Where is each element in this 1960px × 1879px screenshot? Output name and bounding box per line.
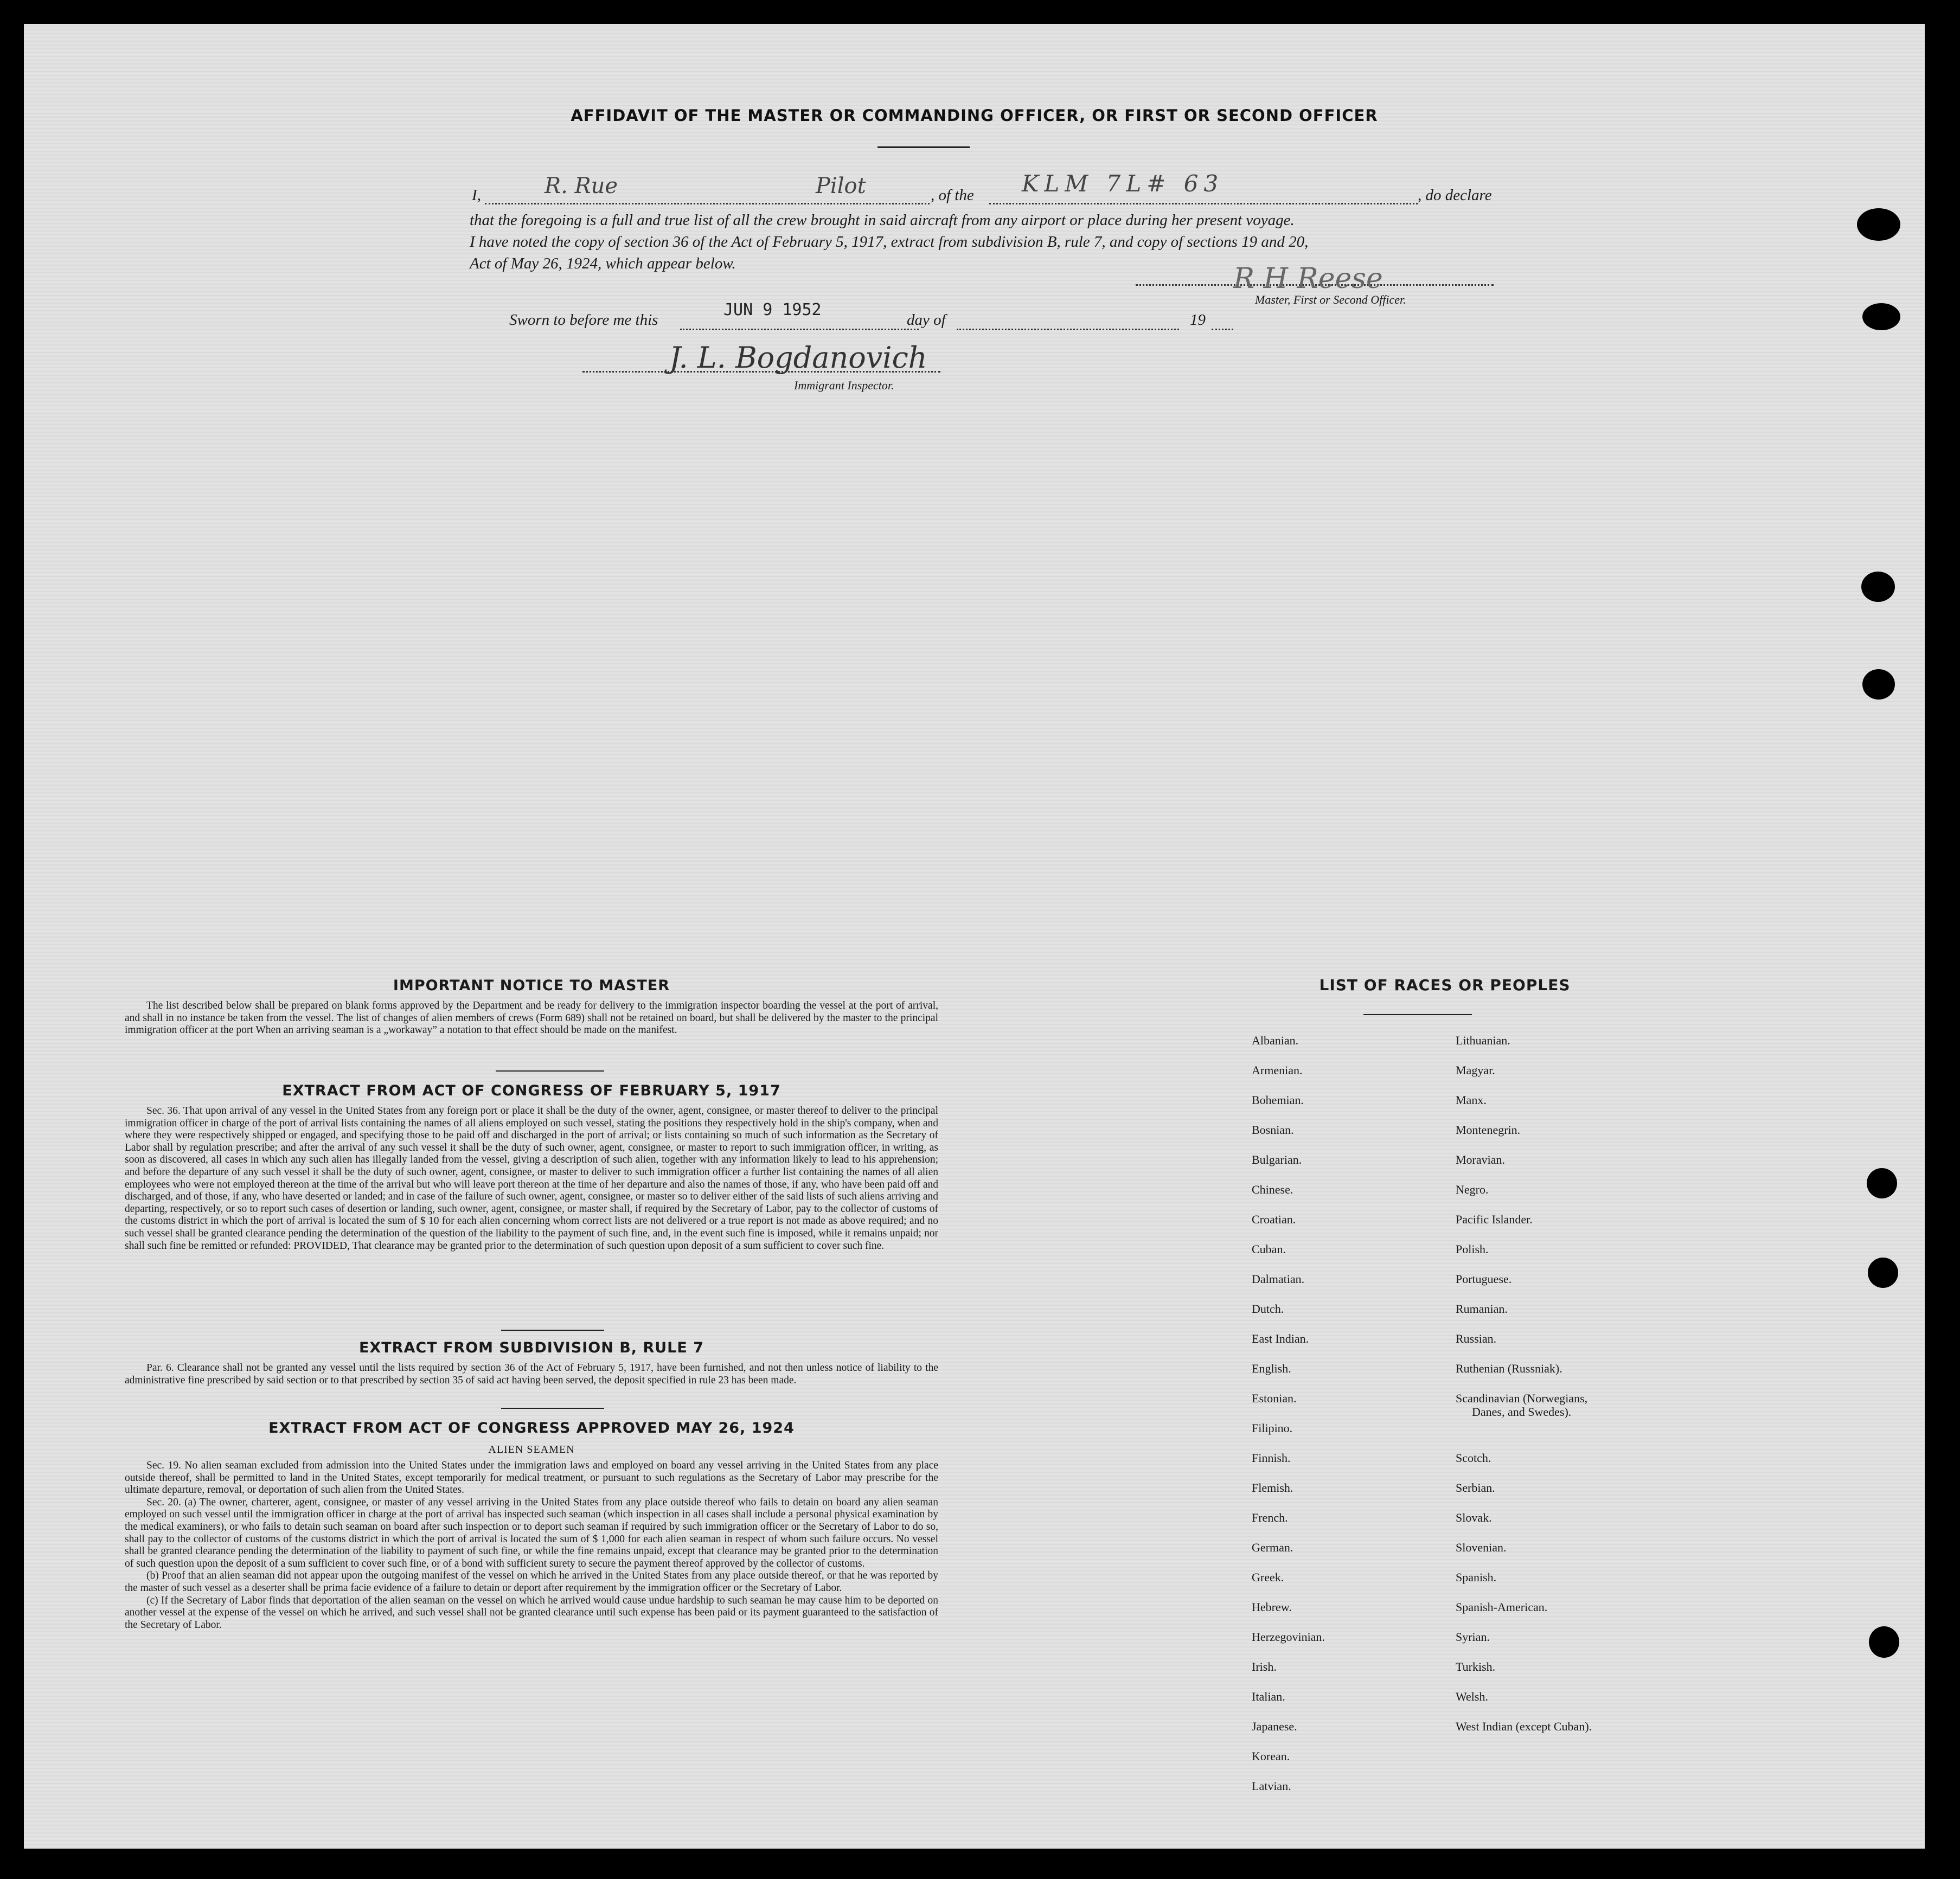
race-item: Dutch. <box>1252 1302 1284 1316</box>
race-item: Cuban. <box>1252 1242 1286 1256</box>
race-item: Magyar. <box>1456 1063 1495 1077</box>
officer-signature: R H Reese <box>1233 262 1383 295</box>
race-item: Russian. <box>1456 1332 1497 1345</box>
race-item: Lithuanian. <box>1456 1034 1510 1047</box>
race-item: Serbian. <box>1456 1481 1495 1495</box>
race-item: Spanish. <box>1456 1570 1497 1584</box>
do-declare-label: , do declare <box>1418 187 1492 204</box>
act-1924-paragraph: Sec. 20. (a) The owner, charterer, agent, consignee, or master of any vessel arriving in the United States from any place outside thereof who fails to detain on board any alien seaman employed on such vessel until the immigration officer in charge at the port of arrival has inspected such seaman (which inspection in all cases shall include a personal physical examination by the medical examiners), or who fails to detain such seaman on board after such inspection or to deport such seaman if required by such immigration officer or the Secretary of Labor to do so, shall pay to the collector of customs of the customs district in which the port of arrival is located the sum of $ 1,000 for each alien seaman in respect of whom such failure occurs. No vessel shall be granted clearance pending the determination of the liability to payment of such fine, or while the fine remains unpaid, except that clearance may be granted prior to the determination of such question upon the deposit of a sum sufficient to cover such fine, or of a bond with sufficient surety to secure the payment thereof approved by the collector of customs. <box>125 1496 938 1569</box>
handwritten-name: R. Rue <box>545 174 618 198</box>
punch-hole <box>1867 1168 1897 1198</box>
punch-hole <box>1862 669 1895 700</box>
race-item: Latvian. <box>1252 1779 1291 1793</box>
handwritten-rank: Pilot <box>816 174 866 198</box>
act-1924-body <box>125 1460 938 1631</box>
race-item: Scotch. <box>1456 1451 1491 1465</box>
sworn-day-line <box>680 329 919 330</box>
race-item: Chinese. <box>1252 1183 1293 1196</box>
race-item: Turkish. <box>1456 1660 1496 1673</box>
race-item: Filipino. <box>1252 1421 1293 1435</box>
act-1924-paragraph: Sec. 19. No alien seaman excluded from admission into the United States under the immigration laws and employed on board any vessel arriving in the United States from any place outside thereof, shall be permitted to land in the United States, except temporarily for medical treatment, or pursuant to such regulations as the Secretary of Labor may prescribe for the ultimate departure, removal, or deportation of such alien from the United States. <box>125 1460 938 1496</box>
race-item: Greek. <box>1252 1570 1284 1584</box>
race-item: Danes, and Swedes). <box>1472 1405 1572 1419</box>
affidavit-line-3: I have noted the copy of section 36 of the Act of February 5, 1917, extract from subdivision B, rule 7, and copy of sections 19 and 20, <box>470 233 1309 251</box>
race-item: Welsh. <box>1456 1690 1488 1703</box>
race-item: Rumanian. <box>1456 1302 1508 1316</box>
race-item: Bulgarian. <box>1252 1153 1302 1166</box>
day-of-label: day of <box>907 311 946 329</box>
race-item: Croatian. <box>1252 1213 1296 1226</box>
race-item: English. <box>1252 1362 1291 1375</box>
race-item: Spanish-American. <box>1456 1600 1548 1614</box>
punch-hole <box>1857 208 1900 241</box>
aircraft-line <box>989 203 1418 204</box>
act-1924-subtitle: ALIEN SEAMEN <box>488 1444 575 1455</box>
act-1924-title: EXTRACT FROM ACT OF CONGRESS APPROVED MAY 26, 1924 <box>268 1420 795 1436</box>
officer-caption: Master, First or Second Officer. <box>1255 293 1406 306</box>
affidavit-line-2: that the foregoing is a full and true list of all the crew brought in said aircraft from any airport or place during her present voyage. <box>470 211 1295 229</box>
punch-hole <box>1862 303 1900 330</box>
races-title: LIST OF RACES OR PEOPLES <box>1319 976 1571 994</box>
race-item: Pacific Islander. <box>1456 1213 1533 1226</box>
notice-divider <box>496 1070 604 1072</box>
race-item: Scandinavian (Norwegians, <box>1456 1391 1588 1405</box>
race-item: French. <box>1252 1511 1288 1524</box>
race-item: Manx. <box>1456 1093 1487 1107</box>
race-item: Albanian. <box>1252 1034 1299 1047</box>
race-item: Armenian. <box>1252 1063 1303 1077</box>
race-item: Japanese. <box>1252 1720 1297 1733</box>
race-item: Portuguese. <box>1456 1272 1512 1286</box>
act-1917-paragraph: Sec. 36. That upon arrival of any vessel in the United States from any foreign port or place it shall be the duty of the owner, agent, consignee, or master thereof to deliver to the principal immigration officer in charge of the port of arrival lists containing the names of all aliens employed on such vessel, stating the positions they respectively hold in the ship's company, when and where they were respectively shipped or engaged, and specifying those to be paid off and discharged in the port of arrival; or lists containing so much of such information as the Secretary of Labor shall by regulation prescribe; and after the arrival of any such vessel it shall be the duty of such owner, agent, consignee, or master to report to such immigration officer, in writing, as soon as discovered, all cases in which any such alien has illegally landed from the vessel, giving a description of such alien, together with any information likely to lead to his apprehension; and before the departure of any such vessel it shall be the duty of such owner, agent, consignee, or master to deliver to such immigration officer a further list containing the names of all alien employees who were not employed thereon at the time of the arrival but who will leave port thereon at the time of her departure and also the names of those, if any, who have been paid off and discharged, and of those, if any, who have deserted or landed; and in case of the failure of such owner, agent, consignee, or master so to deliver either of the said lists of such aliens arriving and departing, respectively, or so to report such cases of desertion or landing, such owner, agent, consignee, or master shall, if required by the Secretary of Labor, pay to the collector of customs of the customs district in which the port of arrival is located the sum of $ 10 for each alien concerning whom correct lists are not delivered or a true report is not made as above required; and no such vessel shall be granted clearance pending the determination of the question of the liability to the payment of such fine, and, in the event such fine is imposed, while it remains unpaid; nor shall such fine be remitted or refunded: PROVIDED, That clearance may be granted prior to the determination of such question upon deposit of a sum sufficient to cover such fine. <box>125 1105 938 1252</box>
race-item: Negro. <box>1456 1183 1489 1196</box>
race-item: Irish. <box>1252 1660 1277 1673</box>
race-item: Finnish. <box>1252 1451 1291 1465</box>
year-prefix: 19 <box>1190 311 1206 329</box>
rule-7-body <box>125 1362 938 1387</box>
punch-hole <box>1861 572 1895 602</box>
race-item: Ruthenian (Russniak). <box>1456 1362 1562 1375</box>
notice-paragraph: The list described below shall be prepared on blank forms approved by the Department and be ready for delivery to the immigration inspector boarding the vessel at the port of arrival, and shall in no instance be taken from the vessel. The list of changes of alien members of crews (Form 689) shall not be retained on board, but shall be delivered by the master to the principal immigration officer at the port When an arriving seaman is a „workaway” a notation to that effect should be made on the manifest. <box>125 1000 938 1036</box>
punch-hole <box>1868 1258 1898 1288</box>
affidavit-line-4: Act of May 26, 1924, which appear below. <box>470 255 736 272</box>
race-item: Herzegovinian. <box>1252 1630 1325 1644</box>
race-item: Estonian. <box>1252 1391 1297 1405</box>
date-stamp: JUN 9 1952 <box>723 300 822 319</box>
inspector-caption: Immigrant Inspector. <box>794 379 894 392</box>
race-item: Hebrew. <box>1252 1600 1292 1614</box>
race-item: Slovak. <box>1456 1511 1492 1524</box>
title-divider <box>877 146 970 148</box>
act-1917-body <box>125 1105 938 1252</box>
act-1917-title: EXTRACT FROM ACT OF CONGRESS OF FEBRUARY 5, 1917 <box>282 1082 781 1099</box>
rule-7-divider <box>501 1408 604 1409</box>
race-item: Moravian. <box>1456 1153 1506 1166</box>
of-the-label: , of the <box>931 187 974 204</box>
races-divider <box>1363 1014 1472 1015</box>
year-line <box>1212 329 1233 330</box>
punch-hole <box>1869 1626 1899 1658</box>
race-item: Italian. <box>1252 1690 1285 1703</box>
month-line <box>957 329 1179 330</box>
race-item: Montenegrin. <box>1456 1123 1521 1137</box>
race-item: German. <box>1252 1541 1293 1554</box>
race-item: Korean. <box>1252 1749 1290 1763</box>
inspector-signature: J. L. Bogdanovich <box>669 341 927 375</box>
handwritten-aircraft: KLM 7L# 63 <box>1022 170 1224 197</box>
race-item: Bohemian. <box>1252 1093 1304 1107</box>
notice-body <box>125 1000 938 1037</box>
race-item: Flemish. <box>1252 1481 1293 1495</box>
name-line <box>485 203 930 204</box>
rule-7-paragraph: Par. 6. Clearance shall not be granted any vessel until the lists required by section 36 of the Act of February 5, 1917, have been furnished, and not then unless notice of liability to the administrative fine prescribed by said section or to that prescribed by section 35 of said act having been served, the deposit specified in rule 23 has been made. <box>125 1362 938 1386</box>
rule-7-title: EXTRACT FROM SUBDIVISION B, RULE 7 <box>358 1339 704 1356</box>
notice-title: IMPORTANT NOTICE TO MASTER <box>393 977 670 994</box>
document-sheet <box>24 24 1925 1849</box>
affidavit-title: AFFIDAVIT OF THE MASTER OR COMMANDING OFFICER, OR FIRST OR SECOND OFFICER <box>571 106 1378 125</box>
race-item: East Indian. <box>1252 1332 1309 1345</box>
race-item: Syrian. <box>1456 1630 1490 1644</box>
race-item: West Indian (except Cuban). <box>1456 1720 1592 1733</box>
act-1924-paragraph: (c) If the Secretary of Labor finds that deportation of the alien seaman on the vessel on which he arrived would cause undue hardship to such seaman he may cause him to be deported on another vessel at the expense of the vessel on which he arrived, and such vessel shall not be granted clearance until such expense has been paid or its payment guaranteed to the satisfaction of the Secretary of Labor. <box>125 1594 938 1631</box>
sworn-label: Sworn to before me this <box>509 311 658 329</box>
act-1917-divider <box>501 1330 604 1331</box>
race-item: Polish. <box>1456 1242 1489 1256</box>
race-item: Slovenian. <box>1456 1541 1507 1554</box>
race-item: Dalmatian. <box>1252 1272 1305 1286</box>
race-item: Bosnian. <box>1252 1123 1294 1137</box>
i-label: I, <box>472 187 481 204</box>
act-1924-paragraph: (b) Proof that an alien seaman did not appear upon the outgoing manifest of the vessel on which he arrived in the United States from any place outside thereof, or that he was reported by the master of such vessel as a deserter shall be prima facie evidence of a failure to detain or deport after requirement by the immigration officer or the Secretary of Labor. <box>125 1570 938 1594</box>
